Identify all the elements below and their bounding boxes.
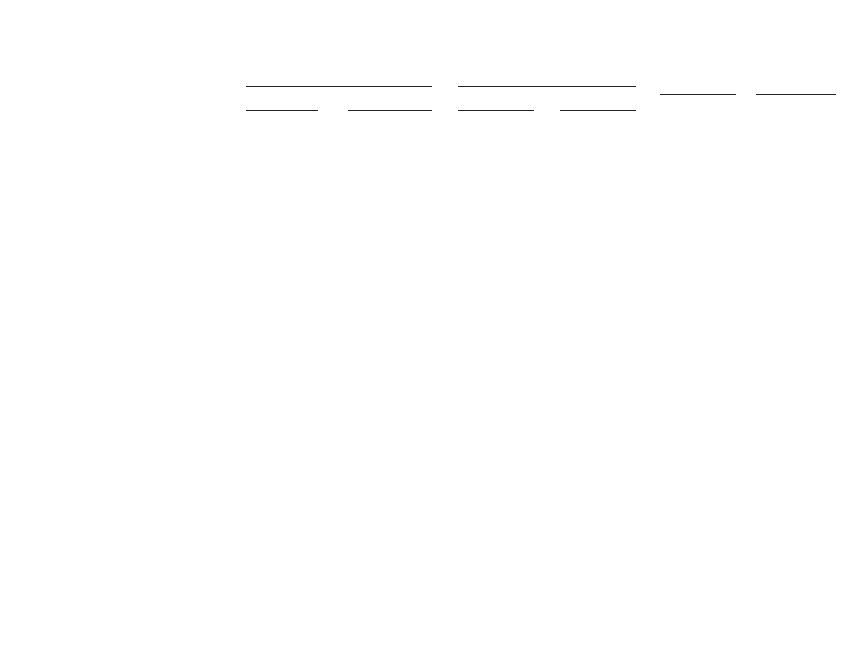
header-underline-jun-2021 [458,110,534,111]
header-underline-inc-tq [756,94,836,95]
header-underline-dec-2020 [246,110,318,111]
header-underline-jun-2020 [560,110,636,111]
header-underline-inc-fy [660,94,736,95]
header-underline-dec-2019 [348,110,432,111]
header-underline-two-quarters [458,86,636,87]
header-underline-opco [246,86,432,87]
